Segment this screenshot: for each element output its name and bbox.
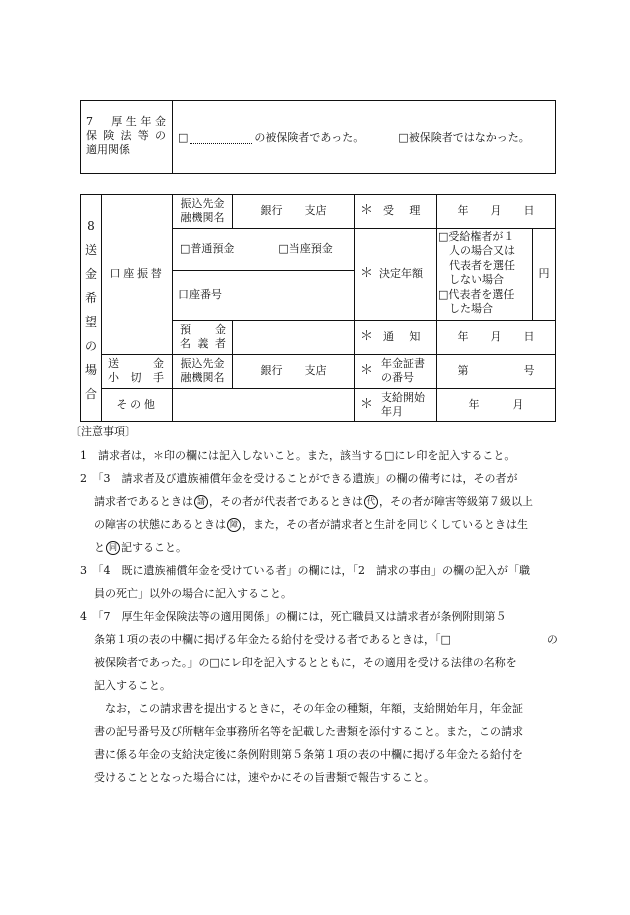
section7-option1-checkbox[interactable]: □	[178, 131, 189, 144]
note-2-text: 記すること。	[121, 541, 187, 554]
cert-label-line2: の番号	[381, 371, 415, 384]
remittance-label-line1: 送 金	[108, 357, 164, 370]
side-label-char: 金	[84, 267, 97, 281]
decision-option-line: しない場合	[449, 273, 504, 287]
bank-name-label-line2: 融機関名	[180, 211, 225, 224]
circled-mark-same-household: 同	[106, 541, 120, 555]
section7-option2[interactable]: □被保険者ではなかった。	[398, 131, 530, 144]
note-4-line4: 記入すること。	[94, 679, 171, 692]
start-cell	[360, 388, 434, 422]
other-label: その他	[116, 398, 158, 411]
notice-label: 通知	[383, 330, 436, 343]
decision-options	[438, 230, 532, 316]
start-label	[381, 391, 425, 419]
section7-option1-text: の被保険者であった。	[254, 131, 365, 144]
closing-paragraph-line4: 受けることとなった場合には，速やかにその旨書類で報告すること。	[94, 771, 435, 784]
note-4-line2	[94, 628, 574, 651]
note-2-line3	[94, 513, 574, 536]
cert-cell	[360, 354, 434, 388]
remittance-label-line2: 小切手	[108, 371, 164, 384]
section7-law-name-blank[interactable]	[190, 133, 252, 144]
circled-mark-claimant: 請	[194, 495, 208, 509]
circled-mark-representative: 代	[364, 495, 378, 509]
remittance-label	[108, 357, 164, 385]
decision-option-line[interactable]: □代表者を選任	[438, 287, 515, 301]
section7-divider	[172, 100, 173, 174]
side-label-char: 合	[84, 387, 97, 401]
section8-side-label	[81, 214, 101, 406]
note-2-text: の障害の状態にあるときは	[94, 518, 226, 531]
side-label-char: 望	[84, 315, 97, 329]
account-holder-label	[180, 323, 226, 351]
note-3-line2: 員の死亡」以外の場合に記入すること。	[94, 587, 292, 600]
receipt-star: ＊	[360, 203, 374, 218]
decision-option-line: 代表者を選任	[449, 258, 515, 272]
deposit-type-row	[180, 228, 352, 270]
yen-unit: 円	[538, 267, 550, 280]
decision-cell	[360, 228, 434, 320]
note-2-line2	[94, 490, 574, 513]
start-star: ＊	[360, 397, 374, 412]
closing-paragraph-line2: 書の記号番号及び所轄年金事務所名等を記載した書類を添付すること。また，この請求	[94, 725, 523, 738]
start-value[interactable]: 年 月	[468, 398, 524, 411]
receipt-date[interactable]: 年 月 日	[457, 204, 535, 217]
decision-option-line[interactable]: □受給権者が１	[438, 230, 515, 243]
decision-label: 決定年額	[379, 267, 424, 280]
side-label-char: 場	[84, 363, 97, 377]
side-label-char: 8	[87, 219, 95, 233]
transfer-label: 口座振替	[109, 267, 165, 280]
section7-label-line3: 適用関係	[86, 143, 130, 156]
bank-name-label-line1: 振込先金	[180, 197, 225, 210]
remittance-bank-value[interactable]: 銀行 支店	[260, 364, 327, 377]
notice-cell	[360, 320, 434, 354]
section7-label-line1: 7 厚生年金	[86, 115, 166, 128]
section7-label-line2: 保険法等の	[86, 129, 166, 142]
side-label-char: 送	[84, 243, 97, 257]
note-4-text: 条第１項の表の中欄に掲げる年金たる給付を受ける者であるときは，「□	[94, 633, 451, 646]
note-1: 1 請求者は，＊印の欄には記入しないこと。また，該当する□にレ印を記入すること。	[80, 449, 516, 462]
note-4-line1: 4 「7 厚生年金保険法等の適用関係」の欄には，死亡職員又は請求者が条例附則第５	[80, 610, 507, 623]
note-4-line3: 被保険者であった。」の□にレ印を記入するとともに，その適用を受ける法律の名称を	[94, 656, 517, 669]
remittance-bank-label-line1: 振込先金	[180, 357, 225, 370]
start-label-line2: 年月	[381, 405, 404, 418]
section7-label	[86, 115, 166, 157]
account-holder-line2: 名義者	[180, 337, 226, 350]
ordinary-deposit-checkbox[interactable]: □普通預金	[180, 242, 235, 255]
note-2-line4	[94, 536, 574, 559]
bank-name-label	[173, 194, 232, 228]
side-label-char: 希	[84, 291, 97, 305]
note-2-text: ，また，その者が請求者と生計を同じくしているときは生	[242, 518, 528, 531]
note-2-text: 請求者であるときは	[94, 495, 193, 508]
notice-date[interactable]: 年 月 日	[457, 330, 535, 343]
remittance-bank-label-line2: 融機関名	[180, 371, 225, 384]
side-label-char: の	[84, 339, 97, 353]
decision-option-line: した場合	[449, 302, 493, 316]
closing-paragraph-line1: なお，この請求書を提出するときに，その年金の種類，年額，支給開始年月，年金証	[105, 702, 523, 715]
account-number-label: 口座番号	[178, 288, 222, 301]
cert-label-line1: 年金証書	[381, 357, 426, 370]
cert-star: ＊	[360, 363, 374, 378]
decision-option-line: 人の場合又は	[449, 244, 515, 258]
note-3-line1: 3 「4 既に遺族補償年金を受けている者」の欄には，「2 請求の事由」の欄の記入が「職	[80, 564, 530, 577]
bank-name-value[interactable]: 銀行 支店	[260, 204, 327, 217]
account-holder-line1: 預 金	[180, 323, 226, 336]
note-2-text: ，その者が代表者であるときは	[209, 495, 363, 508]
note-2-text: と	[94, 541, 105, 554]
section7-options	[178, 130, 530, 146]
note-4-text: の	[546, 633, 558, 646]
current-deposit-checkbox[interactable]: □当座預金	[278, 242, 333, 255]
note-2-line1: 2 「3 請求者及び遺族補償年金を受けることができる遺族」の欄の備考には，その者が	[80, 472, 518, 485]
notes-heading: 〔注意事項〕	[70, 425, 136, 438]
receipt-label: 受理	[383, 204, 436, 217]
closing-paragraph-line3: 書に係る年金の支給決定後に条例附則第５条第１項の表の中欄に掲げる年金たる給付を	[94, 748, 523, 761]
cert-label	[381, 357, 425, 385]
cert-value[interactable]: 第 号	[457, 364, 535, 377]
notice-star: ＊	[360, 329, 374, 344]
receipt-cell	[360, 194, 434, 228]
decision-star: ＊	[360, 266, 374, 281]
note-2-text: ，その者が障害等級第７級以上	[379, 495, 533, 508]
circled-mark-disability: 障	[227, 518, 241, 532]
start-label-line1: 支給開始	[381, 391, 426, 404]
remittance-bank-label	[173, 354, 232, 388]
